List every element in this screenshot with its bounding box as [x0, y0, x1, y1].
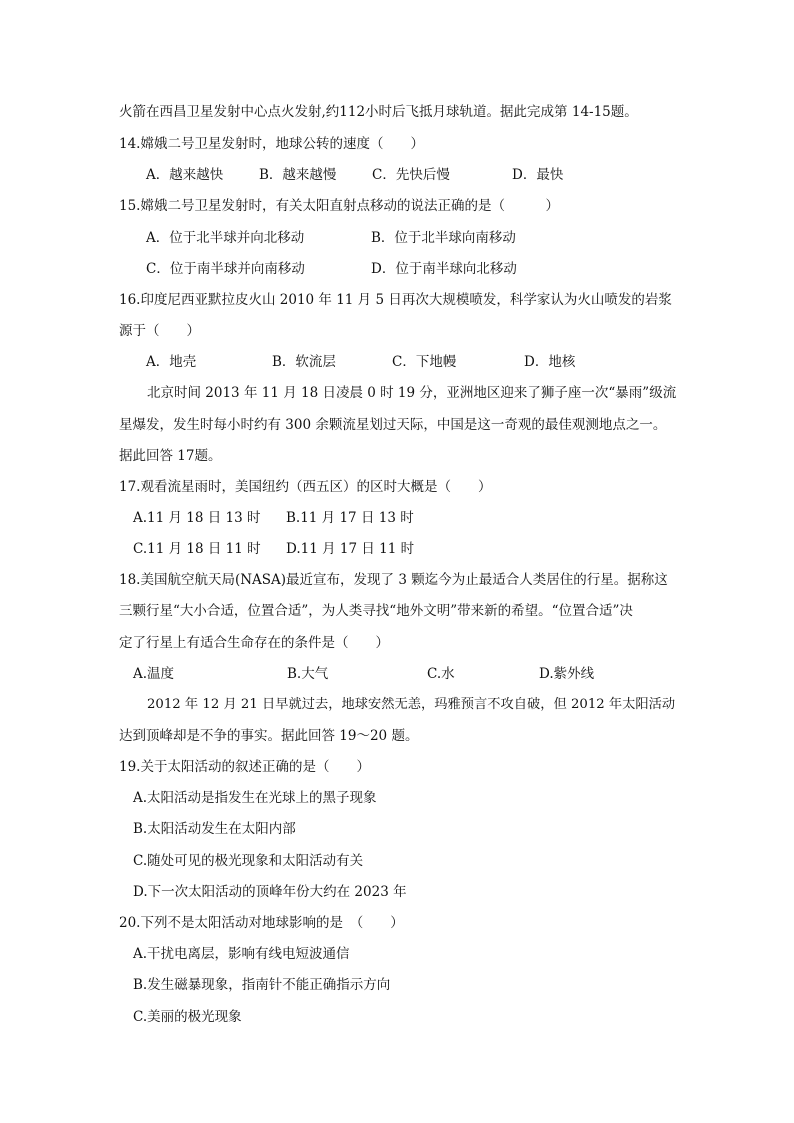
intro-14-15: 火箭在西昌卫星发射中心点火发射,约112小时后飞抵月球轨道。据此完成第 14-15题。 — [119, 104, 638, 120]
question-17-option-d: D.11 月 17 日 11 时 — [286, 541, 415, 557]
question-18-option-d: D.紫外线 — [539, 666, 595, 682]
question-19-option-d: D.下一次太阳活动的顶峰年份大约在 2023 年 — [133, 884, 407, 900]
question-16-option-d: D．地核 — [524, 354, 576, 370]
question-18-stem-line1: 18.美国航空航天局(NASA)最近宣布，发现了 3 颗迄今为止最适合人类居住的行星。据称这 — [119, 572, 668, 588]
question-16-option-c: C．下地幔 — [392, 354, 457, 370]
question-14-stem: 14.嫦娥二号卫星发射时，地球公转的速度（ ） — [119, 136, 424, 152]
question-20-option-a: A.干扰电离层，影响有线电短波通信 — [133, 946, 350, 962]
question-15-option-c: C．位于南半球并向南移动 — [146, 261, 305, 277]
question-16-stem-line2: 源于（ ） — [119, 323, 200, 339]
question-20-stem: 20.下列不是太阳活动对地球影响的是 （ ） — [119, 915, 404, 931]
question-20-option-c: C.美丽的极光现象 — [133, 1009, 242, 1025]
question-14-option-b: B．越来越慢 — [259, 167, 337, 183]
question-16-option-a: A．地壳 — [146, 354, 197, 370]
question-16-stem-line1: 16.印度尼西亚默拉皮火山 2010 年 11 月 5 日再次大规模喷发，科学家认为火山喷发的岩浆 — [119, 292, 672, 308]
intro-19-20-line1: 2012 年 12 月 21 日早就过去，地球安然无恙，玛雅预言不攻自破，但 2012 年太阳活动 — [147, 697, 676, 712]
question-15-option-d: D．位于南半球向北移动 — [371, 261, 517, 277]
question-14-option-a: A．越来越快 — [146, 167, 224, 183]
question-19-option-b: B.太阳活动发生在太阳内部 — [133, 821, 296, 837]
intro-17-line1: 北京时间 2013 年 11 月 18 日凌晨 0 时 19 分，亚洲地区迎来了狮子座一次“暴雨”级流 — [147, 385, 677, 401]
question-18-option-c: C.水 — [427, 666, 455, 682]
question-17-option-c: C.11 月 18 日 11 时 — [133, 541, 261, 557]
question-17-stem: 17.观看流星雨时，美国纽约（西五区）的区时大概是（ ） — [119, 479, 492, 495]
question-14-option-c: C．先快后慢 — [372, 167, 450, 183]
question-14-option-d: D．最快 — [512, 167, 564, 183]
intro-17-line3: 据此回答 17题。 — [119, 448, 222, 464]
question-18-stem-line3: 定了行星上有适合生命存在的条件是（ ） — [119, 635, 389, 651]
question-18-option-b: B.大气 — [287, 666, 329, 682]
question-19-stem: 19.关于太阳活动的叙述正确的是（ ） — [119, 759, 370, 775]
question-15-option-b: B．位于北半球向南移动 — [371, 230, 516, 246]
question-15-option-a: A．位于北半球并向北移动 — [146, 230, 305, 246]
question-18-option-a: A.温度 — [133, 666, 175, 682]
question-16-option-b: B．软流层 — [272, 354, 336, 370]
question-19-option-a: A.太阳活动是指发生在光球上的黑子现象 — [133, 790, 377, 806]
question-19-option-c: C.随处可见的极光现象和太阳活动有关 — [133, 853, 364, 869]
question-18-stem-line2: 三颗行星“大小合适，位置合适”，为人类寻找“地外文明”带来新的希望。“位置合适”决 — [119, 603, 633, 619]
question-15-stem: 15.嫦娥二号卫星发射时，有关太阳直射点移动的说法正确的是（ ） — [119, 198, 559, 214]
question-17-option-a: A.11 月 18 日 13 时 — [133, 510, 261, 526]
question-20-option-b: B.发生磁暴现象，指南针不能正确指示方向 — [133, 977, 391, 993]
intro-19-20-line2: 达到顶峰却是不争的事实。据此回答 19～20 题。 — [119, 728, 419, 744]
intro-17-line2: 星爆发，发生时每小时约有 300 余颗流星划过天际，中国是这一奇观的最佳观测地点之一。 — [119, 417, 667, 433]
question-17-option-b: B.11 月 17 日 13 时 — [286, 510, 414, 526]
